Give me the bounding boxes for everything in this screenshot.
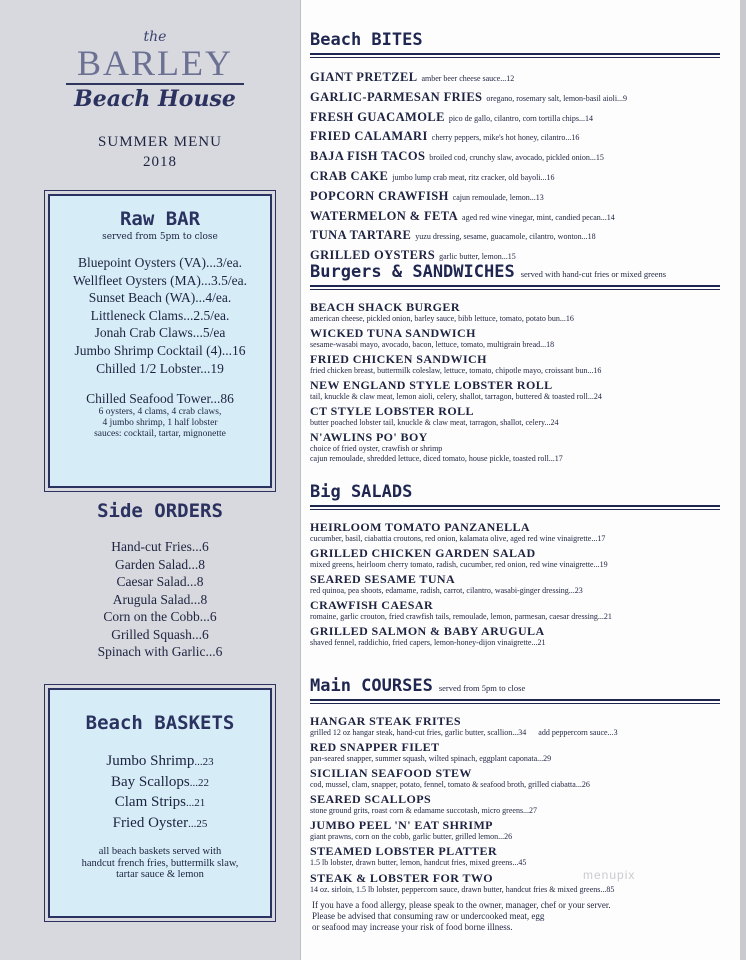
beach-bites-title: Beach BITES [310,30,423,50]
section-header [310,30,720,50]
menu-item: SEARED SCALLOPS stone ground grits, roast corn & edamame succotash, micro greens...27 [310,792,538,816]
menu-item: GRILLED CHICKEN GARDEN SALAD mixed greens, heirloom cherry tomato, radish, cucumber, red onion, red wine vinaigrette...19 [310,546,608,570]
menu-item: POPCORN CRAWFISH cajun remoulade, lemon...13 [310,188,544,203]
main-courses-subtitle: served from 5pm to close [438,683,526,693]
list-item: Arugula Salad...8 [112,591,208,607]
menu-item: CRAB CAKE jumbo lump crab meat, ritz cracker, old bayoli...16 [310,168,555,183]
raw-bar-list [50,254,270,377]
seafood-tower-desc: sauces: cocktail, tartar, mignonette [94,429,226,440]
seafood-tower: Chilled Seafood Tower...86 [86,391,234,407]
seafood-tower-desc: 6 oysters, 4 clams, 4 crab claws, [98,407,222,418]
menu-item: STEAK & LOBSTER FOR TWO 14 oz. sirloin, 1.5 lb lobster, peppercorn sauce, drawn butter, handcut fries & mixed greens...85 [310,870,615,894]
burgers-section [310,262,720,466]
menu-item: NEW ENGLAND STYLE LOBSTER ROLL tail, knuckle & claw meat, lemon aioli, celery, shallot, tarragon, buttered & toasted roll...24 [310,378,602,402]
list-item: Spinach with Garlic...6 [97,644,223,659]
menu-item: BEACH SHACK BURGER american cheese, pickled onion, barley sauce, bibb lettuce, tomato, potato bun...16 [310,300,574,323]
page-edge [740,0,746,960]
menu-item: GRILLED SALMON & BABY ARUGULA shaved fennel, raddichio, fried capers, lemon-honey-dijon vinaigrette...21 [310,624,546,648]
menu-item: FRESH GUACAMOLE pico de gallo, cilantro, corn tortilla chips...14 [310,109,594,124]
list-item: Chilled 1/2 Lobster...19 [96,360,224,376]
burgers-title: Burgers & SANDWICHES [310,262,515,282]
menu-item: WICKED TUNA SANDWICH sesame-wasabi mayo, avocado, bacon, lettuce, tomato, multigrain bread...18 [310,326,555,350]
beach-baskets-list [50,752,270,834]
section-rule [310,285,720,290]
main-courses-section [310,676,720,897]
side-orders-list [60,538,260,661]
list-item: Wellfleet Oysters (MA)...3.5/ea. [73,272,247,288]
raw-bar-title: Raw BAR [119,208,201,230]
list-item: Jonah Crab Claws...5/ea [94,325,226,341]
list-item: Jumbo Shrimp Cocktail (4)...16 [74,342,246,358]
menu-item: RED SNAPPER FILET pan-seared snapper, summer squash, wilted spinach, eggplant caponata...29 [310,740,552,764]
menu-item: GIANT PRETZEL amber beer cheese sauce...12 [310,70,515,84]
menu-item: CRAWFISH CAESAR romaine, garlic crouton, fried crawfish tails, remoulade, lemon, parmesan, caesar dressing...21 [310,598,612,622]
menu-item: HANGAR STEAK FRITES grilled 12 oz hangar steak, hand-cut fries, garlic butter, scallion...34 add peppercorn sauce...3 [310,714,618,737]
raw-bar-box [48,194,272,488]
menu-item: HEIRLOOM TOMATO PANZANELLA cucumber, basil, ciabattia croutons, red onion, kalamata olive, aged red wine vinaigrette...17 [310,520,606,543]
list-item: Littleneck Clams...2.5/ea. [90,307,230,323]
logo-the: the [143,29,167,45]
list-item: Fried Oyster...25 [112,814,208,831]
burgers-subtitle: served with hand-cut fries or mixed greens [520,269,667,279]
logo [60,30,250,112]
season-block [70,132,250,172]
menu-item: GARLIC-PARMESAN FRIES oregano, rosemary salt, lemon-basil aioli...9 [310,89,628,104]
section-rule [310,505,720,510]
beach-bites-section [310,30,720,266]
seafood-tower-desc: 4 jumbo shrimp, 1 half lobster [102,418,218,429]
watermark: menupix [583,868,636,882]
beach-baskets-note: all beach baskets served with handcut french fries, buttermilk slaw, tartar sauce & lemon [81,846,239,880]
menu-item: SICILIAN SEAFOOD STEW cod, mussel, clam, snapper, potato, fennel, tomato & seafood broth, grilled ciabatta...26 [310,766,590,790]
section-rule [310,53,720,58]
menu-item: SEARED SESAME TUNA red quinoa, pea shoots, edamame, radish, carrot, cilantro, wasabi-ginger dressing...23 [310,572,583,596]
salads-section [310,482,720,650]
raw-bar-subtitle: served from 5pm to close [102,232,218,242]
list-item: Bay Scallops...22 [111,773,209,790]
side-orders-title: Side ORDERS [97,500,223,522]
menu-item: JUMBO PEEL 'N' EAT SHRIMP giant prawns, corn on the cobb, garlic butter, grilled lemon...26 [310,818,513,842]
logo-rule [66,83,244,85]
beach-baskets-box [48,688,272,918]
salads-title: Big SALADS [310,482,413,502]
list-item: Caesar Salad...8 [116,574,204,589]
section-header [310,262,720,282]
list-item: Corn on the Cobb...6 [103,609,217,624]
allergy-notice: If you have a food allergy, please speak to the owner, manager, chef or your server. Please be advised that consuming raw or undercooked meat, egg or seafood may increase your risk of food borne illness. [312,900,611,932]
menu-item: CT STYLE LOBSTER ROLL butter poached lobster tail, knuckle & claw meat, tarragon, shallot, celery...24 [310,404,559,428]
list-item: Clam Strips...21 [114,794,206,810]
season-title: SUMMER MENU [98,134,222,150]
menu-item: BAJA FISH TACOS broiled cod, crunchy slaw, avocado, pickled onion...15 [310,149,604,164]
list-item: Sunset Beach (WA)...4/ea. [88,290,232,306]
menu-item: TUNA TARTARE yuzu dressing, sesame, guacamole, cilantro, wonton...18 [310,228,596,243]
season-year: 2018 [143,154,177,170]
section-rule [310,699,720,704]
menu-item: GRILLED OYSTERS garlic butter, lemon...15 [310,248,516,263]
menu-item: N'AWLINS PO' BOY choice of fried oyster, crawfish or shrimp cajun remoulade, shredded lettuce, diced tomato, house pickle, toasted roll...17 [310,430,563,463]
list-item: Bluepoint Oysters (VA)...3/ea. [78,255,242,270]
list-item: Jumbo Shrimp...23 [106,753,214,769]
list-item: Grilled Squash...6 [111,626,209,642]
menu-item: FRIED CALAMARI cherry peppers, mike's hot honey, cilantro...16 [310,129,580,144]
list-item: Hand-cut Fries...6 [111,539,209,554]
beach-baskets-title: Beach BASKETS [85,712,235,734]
section-header [310,676,720,696]
logo-beach-house: Beach House [74,86,236,112]
menu-item: WATERMELON & FETA aged red wine vinegar, mint, candied pecan...14 [310,208,615,223]
menu-item: FRIED CHICKEN SANDWICH fried chicken breast, buttermilk coleslaw, lettuce, tomato, chipotle mayo, croissant bun...16 [310,352,602,376]
menu-item: STEAMED LOBSTER PLATTER 1.5 lb lobster, drawn butter, lemon, handcut fries, mixed greens...45 [310,844,527,868]
logo-barley: BARLEY [77,43,233,83]
main-courses-title: Main COURSES [310,676,433,696]
list-item: Garden Salad...8 [115,556,205,572]
section-header [310,482,720,502]
